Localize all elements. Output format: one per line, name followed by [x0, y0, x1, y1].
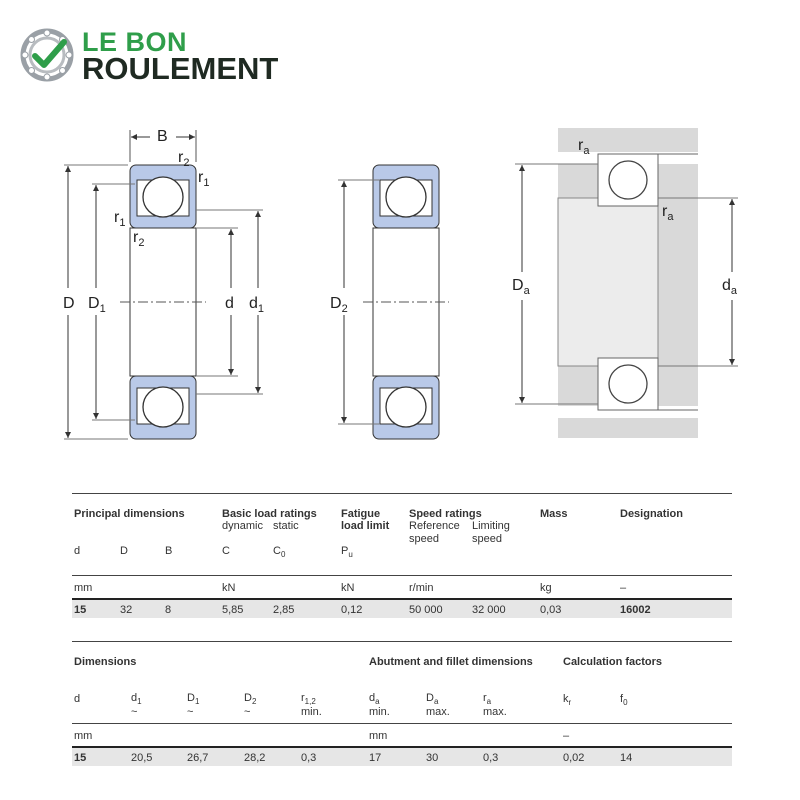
t2-val-kr: 0,02	[563, 752, 585, 764]
t2-sym-ra: $r_a$ max.	[483, 692, 507, 719]
t1-speed-ref1: Reference	[409, 520, 460, 532]
t2-val-D1: 26,7	[187, 752, 209, 764]
t1-sym-d: d	[74, 545, 81, 557]
t1-speed-ref2: speed	[409, 533, 439, 545]
t1-val-Pu: 0,12	[341, 604, 363, 616]
t2-unit-mm2: mm	[369, 730, 388, 742]
t1-basic: Basic load ratings	[222, 508, 317, 520]
t2-sym-f0: $f_0$	[620, 693, 628, 708]
t2-val-f0: 14	[620, 752, 633, 764]
t2-val-d1: 20,5	[131, 752, 153, 764]
t2-val-r12: 0,3	[301, 752, 317, 764]
t2-abutment: Abutment and fillet dimensions	[369, 656, 533, 668]
t1-val-lim-speed: 32 000	[472, 604, 506, 616]
t1-principal: Principal dimensions	[74, 508, 185, 520]
t2-sym-r12: $r_{1,2}$ min.	[301, 692, 322, 719]
t1-val-mass: 0,03	[540, 604, 562, 616]
label-ra-top: $r_a$	[578, 137, 590, 157]
label-D: D	[63, 295, 75, 312]
t2-sym-Da: $D_a$ max.	[426, 692, 450, 719]
label-r2-top: $r_2$	[178, 149, 190, 169]
label-Da: $D_a$	[512, 277, 530, 297]
t1-speed-lim2: speed	[472, 533, 502, 545]
t1-val-designation: 16002	[620, 604, 651, 616]
brand-line1: LE BON	[82, 27, 188, 57]
t1-sym-B: B	[165, 545, 173, 557]
t1-val-C0: 2,85	[273, 604, 295, 616]
t1-sym-Pu: $P_u$	[341, 545, 353, 560]
label-D2: $D_2$	[330, 295, 348, 315]
t1-fatigue2: load limit	[341, 520, 390, 532]
t2-sym-kr: $k_r$	[563, 693, 572, 708]
t1-unit-dash: –	[620, 582, 627, 594]
t1-basic-dynamic: dynamic	[222, 520, 263, 532]
t2-sym-D2: $D_2$ ~	[244, 692, 257, 719]
t2-sym-d: d	[74, 693, 81, 705]
t1-speed-lim1: Limiting	[472, 520, 510, 532]
t1-fatigue1: Fatigue	[341, 508, 381, 520]
t2-unit-mm1: mm	[74, 730, 93, 742]
label-d: d	[225, 295, 234, 312]
t1-unit-kg: kg	[540, 582, 552, 594]
t1-unit-kN2: kN	[341, 582, 355, 594]
t2-val-d: 15	[74, 752, 87, 764]
brand-line2: ROULEMENT	[82, 51, 279, 86]
t1-sym-C0: $C_0$	[273, 545, 286, 560]
t1-basic-static: static	[273, 520, 299, 532]
t1-sym-D: D	[120, 545, 128, 557]
t2-unit-dash: –	[563, 730, 570, 742]
t1-unit-rmin: r/min	[409, 582, 434, 594]
t2-sym-da: $d_a$ min.	[369, 692, 390, 719]
t1-val-d: 15	[74, 604, 87, 616]
t2-data-row	[72, 748, 732, 766]
t2-val-Da: 30	[426, 752, 439, 764]
t1-val-ref-speed: 50 000	[409, 604, 443, 616]
t2-val-da: 17	[369, 752, 382, 764]
label-d1: $d_1$	[249, 295, 265, 315]
t1-val-B: 8	[165, 604, 172, 616]
label-D1: $D_1$	[88, 295, 106, 315]
label-B: B	[157, 128, 168, 145]
label-r2-left: $r_2$	[133, 229, 145, 249]
label-r1-top: $r_1$	[198, 169, 210, 189]
t2-calc: Calculation factors	[563, 656, 663, 668]
label-da: $d_a$	[722, 277, 738, 297]
label-ra-mid: $r_a$	[662, 203, 674, 223]
t1-sym-C: C	[222, 545, 230, 557]
t2-sym-D1: $D_1$ ~	[187, 692, 200, 719]
t1-designation: Designation	[620, 508, 683, 520]
t1-mass: Mass	[540, 508, 568, 520]
t1-speed: Speed ratings	[409, 508, 482, 520]
t1-val-D: 32	[120, 604, 133, 616]
t2-val-ra: 0,3	[483, 752, 499, 764]
label-r1-left: $r_1$	[114, 209, 126, 229]
t2-dimensions: Dimensions	[74, 656, 137, 668]
t1-unit-kN1: kN	[222, 582, 236, 594]
t1-val-C: 5,85	[222, 604, 244, 616]
t2-sym-d1: $d_1$ ~	[131, 692, 142, 719]
t2-val-D2: 28,2	[244, 752, 266, 764]
t1-unit-mm: mm	[74, 582, 93, 594]
